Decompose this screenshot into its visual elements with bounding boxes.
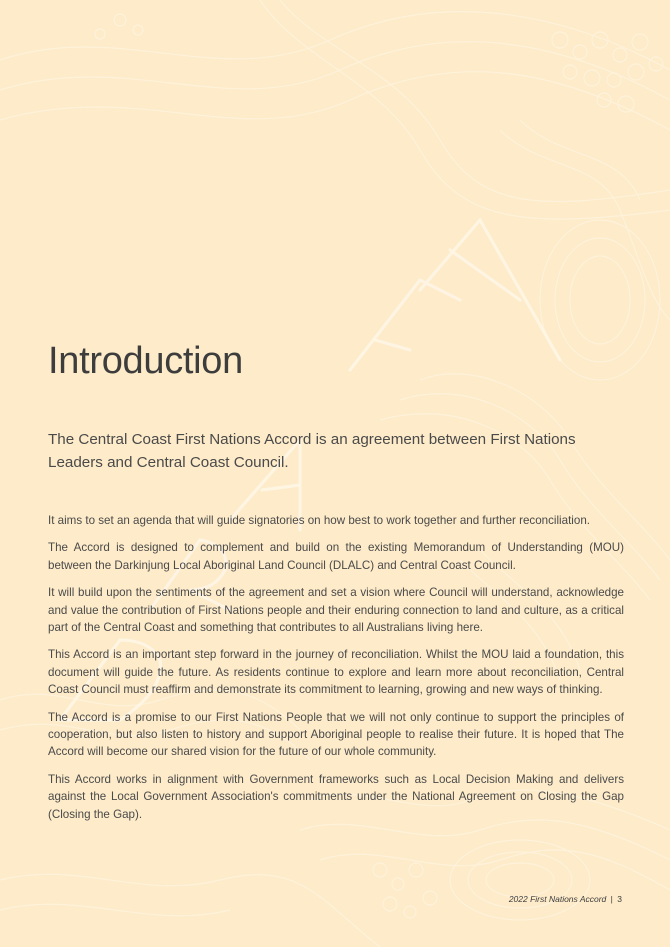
paragraph: This Accord is an important step forward in the journey of reconciliation. Whilst the MOU laid a foundation, this document will guide the future. As residents continue to explore and learn more about reconciliation, Central Coast Council must reaffirm and demonstrate its commitment to learning, growing and new ways of thinking. bbox=[48, 648, 624, 697]
paragraph: It aims to set an agenda that will guide signatories on how best to work together and further reconciliation. bbox=[48, 514, 590, 527]
page-number: 3 bbox=[617, 894, 622, 904]
paragraph: The Accord is a promise to our First Nations People that we will not only continue to support the principles of cooperation, but also listen to history and support Aboriginal people to realise their future. It is hoped that The Accord will become our shared vision for the future of our whole community. bbox=[48, 710, 624, 759]
paragraph: This Accord works in alignment with Government frameworks such as Local Decision Making and delivers against the Local Government Association's commitments under the National Agreement on Closing the Gap (Closing the Gap). bbox=[48, 772, 624, 821]
paragraph: The Accord is designed to complement and build on the existing Memorandum of Understanding (MOU) between the Darkinjung Local Aboriginal Land Council (DLALC) and Central Coast Council. bbox=[48, 541, 624, 572]
lead-paragraph: The Central Coast First Nations Accord is an agreement between First Nations Leaders and Central Coast Council. bbox=[48, 431, 576, 471]
body-text bbox=[48, 512, 624, 833]
page-title: Introduction bbox=[48, 340, 243, 382]
paragraph: It will build upon the sentiments of the agreement and set a vision where Council will understand, acknowledge and value the contribution of First Nations people and their enduring connection to land and culture, as a critical part of the Central Coast and something that contributes to all Australians living here. bbox=[48, 586, 624, 635]
footer-doc-title: 2022 First Nations Accord bbox=[508, 894, 607, 904]
footer-separator: | bbox=[610, 894, 613, 904]
page-footer bbox=[509, 894, 622, 904]
